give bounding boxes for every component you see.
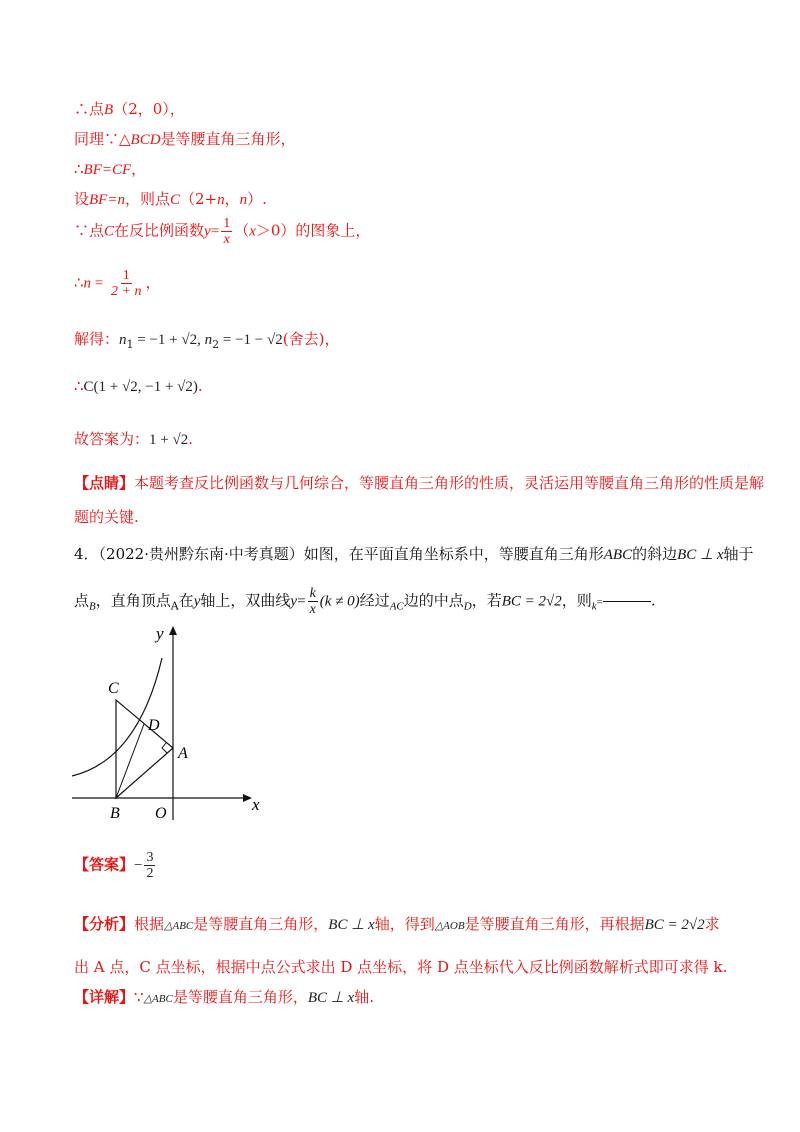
point-d-label: D — [148, 717, 160, 734]
subscript: 2 — [212, 338, 220, 351]
math-expr: BC ⊥ x — [677, 547, 724, 563]
math-var: k — [591, 600, 597, 613]
text: ， — [224, 190, 240, 208]
math-op: − — [134, 857, 143, 874]
numerator: 1 — [122, 268, 130, 283]
text: 根据 — [134, 915, 165, 933]
text: . — [197, 377, 203, 395]
answer-line — [74, 850, 157, 881]
point-c-label: C — [108, 680, 119, 697]
comment-line-2 — [74, 506, 139, 527]
solution-line-6 — [74, 268, 160, 299]
text: ∴ — [74, 377, 84, 395]
solution-line-9 — [74, 428, 193, 449]
comment-text: 本题考查反比例函数与几何综合，等腰直角三角形的性质，灵活运用等腰直角三角形的性质是解 — [134, 474, 765, 492]
math-var: A — [170, 599, 179, 613]
math-expr: (k ≠ 0) — [319, 593, 360, 610]
text: 轴上，双曲线 — [200, 591, 291, 610]
math-var: B — [89, 600, 96, 613]
text: ∵ — [134, 988, 144, 1006]
math-expr: BC ⊥ x — [307, 990, 355, 1006]
math-var: n — [217, 192, 225, 208]
math-var: AC — [389, 600, 404, 613]
text: 的斜边 — [632, 545, 678, 563]
fraction — [109, 268, 143, 299]
numerator: 1 — [223, 216, 231, 231]
math-op: = — [596, 596, 603, 609]
math-op: = — [297, 593, 306, 610]
text: (舍去)， — [282, 330, 340, 348]
math-var: x — [249, 223, 256, 240]
text: 轴于 — [723, 545, 754, 563]
text: 是等腰直角三角形， — [172, 988, 308, 1006]
math-var: y — [290, 593, 298, 610]
text: （ — [234, 221, 250, 240]
math-expr: △AOB — [434, 920, 465, 932]
text: ∴ — [74, 160, 84, 178]
text: （2，0）， — [113, 100, 185, 118]
solution-line-2 — [74, 128, 296, 149]
math-var: B — [104, 102, 114, 118]
text: . — [188, 430, 193, 448]
text: 是等腰直角三角形， — [160, 130, 296, 148]
solution-line-5 — [74, 216, 370, 247]
math-var: y — [193, 593, 201, 610]
denominator: x — [309, 602, 316, 617]
text: 在 — [178, 591, 194, 610]
text: （2+ — [180, 190, 218, 208]
solution-line-7 — [74, 328, 339, 351]
math-var: n — [239, 192, 248, 208]
numerator: 3 — [146, 850, 154, 865]
math-var: C — [169, 192, 180, 208]
math-expr: = −1 − √2 — [219, 332, 283, 348]
math-var: BF=n — [89, 192, 125, 208]
text: 解得： — [74, 330, 120, 348]
origin-label: O — [155, 805, 167, 822]
text: ，则点 — [124, 190, 170, 208]
analysis-line-2 — [74, 956, 727, 977]
math-expr: BC = 2√2 — [501, 593, 562, 610]
text: 故答案为： — [74, 430, 150, 448]
denominator: x — [223, 232, 230, 247]
math-expr: BC = 2√2 — [644, 917, 705, 933]
text: 点 — [74, 591, 90, 610]
math-expr: C(1 + √2, −1 + √2) — [83, 379, 198, 395]
math-op: = — [210, 223, 220, 240]
text: ，若 — [471, 591, 502, 610]
text: 是等腰直角三角形， — [193, 915, 329, 933]
comment-text: 题的关键. — [74, 508, 139, 526]
text: 设 — [74, 190, 90, 208]
text: ，则 — [561, 591, 592, 610]
denominator: 2 — [146, 866, 154, 881]
text: ， — [131, 160, 147, 178]
x-axis-arrow — [243, 794, 252, 802]
math-var: n — [119, 332, 127, 348]
detail-line — [74, 986, 374, 1007]
text: ∴ — [74, 273, 84, 292]
math-var: D — [463, 600, 472, 613]
math-expr: BC ⊥ x — [328, 917, 375, 933]
math-expr: △ABC — [164, 920, 194, 932]
right-angle-mark — [162, 743, 167, 753]
analysis-line-1 — [74, 913, 720, 934]
solution-line-4 — [74, 188, 267, 209]
point-b-label: B — [110, 805, 120, 822]
denominator: 2 + n — [111, 284, 142, 299]
subscript: 1 — [126, 338, 134, 351]
text: 同理∵△ — [74, 130, 131, 148]
triangle-abc — [116, 700, 173, 798]
analysis-tag: 【分析】 — [74, 915, 135, 933]
answer-blank — [603, 601, 651, 602]
math-op: = — [91, 275, 108, 292]
geometry-figure — [60, 620, 280, 825]
answer-tag: 【答案】 — [74, 855, 135, 874]
solution-line-1 — [74, 98, 185, 119]
text: 边的中点 — [403, 591, 464, 610]
text: 求 — [704, 915, 720, 933]
text: ，直角顶点 — [95, 591, 171, 610]
detail-tag: 【详解】 — [74, 988, 135, 1006]
x-axis-label: x — [252, 795, 260, 814]
text: ）. — [247, 190, 267, 208]
comment-line-1 — [74, 472, 764, 493]
math-var: y — [204, 223, 211, 240]
math-var: ABC — [603, 547, 633, 563]
math-var: C — [104, 223, 115, 240]
comment-tag: 【点睛】 — [74, 474, 135, 492]
problem-line-1 — [74, 543, 754, 564]
y-axis-arrow — [169, 626, 177, 635]
solution-line-8 — [74, 377, 203, 396]
fraction — [308, 586, 318, 617]
math-var: n — [83, 275, 92, 292]
problem-line-2 — [74, 586, 656, 617]
text: ∴点 — [74, 100, 105, 118]
text: 轴，得到 — [374, 915, 435, 933]
text: 在反比例函数 — [114, 221, 205, 240]
fraction — [221, 216, 232, 247]
text: . — [650, 591, 656, 610]
numerator: k — [309, 586, 316, 601]
math-expr: △ABC — [143, 993, 173, 1005]
text: 4．（2022·贵州黔东南·中考真题）如图，在平面直角坐标系中，等腰直角三角形 — [74, 545, 604, 563]
y-axis-label: y — [156, 624, 164, 643]
solution-line-3 — [74, 158, 146, 179]
text: ＞0）的图象上， — [255, 221, 371, 240]
fraction — [144, 850, 155, 881]
math-var: BF=CF — [83, 162, 132, 178]
text: 出 A 点，C 点坐标，根据中点公式求出 D 点坐标，将 D 点坐标代入反比例函数解析式即可求得 k. — [74, 958, 728, 976]
math-var: BCD — [130, 132, 161, 148]
text: ∵点 — [74, 221, 105, 240]
math-var: n — [204, 332, 213, 348]
math-expr: = −1 + √2, — [133, 332, 205, 348]
text: 轴. — [354, 988, 375, 1006]
text: 是等腰直角三角形，再根据 — [464, 915, 645, 933]
math-expr: 1 + √2 — [149, 432, 189, 448]
text: ， — [145, 273, 161, 292]
point-a-label: A — [178, 745, 188, 762]
text: 经过 — [359, 591, 390, 610]
